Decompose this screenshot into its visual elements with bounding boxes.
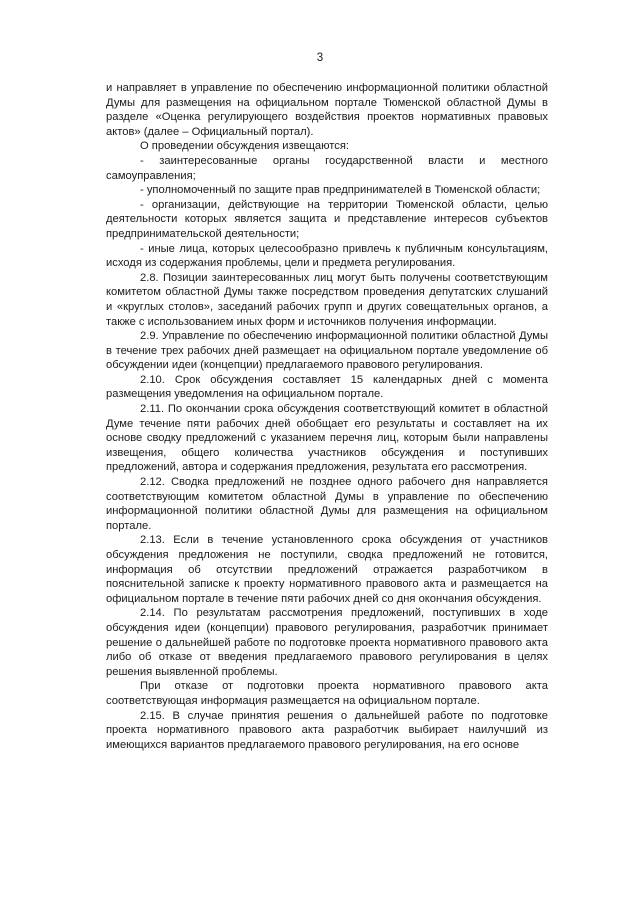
paragraph: - уполномоченный по защите прав предпринимателей в Тюменской области; bbox=[140, 184, 541, 197]
paragraph: 2.15. В случае принятия решения о дальнейшей работе по подготовке проекта нормативного правового акта разработчик выбирает наилучший из имеющихся вариантов предлагаемого правового регулирования, на его основе bbox=[106, 709, 548, 751]
paragraph: 2.13. Если в течение установленного срока обсуждения от участников обсуждения предложения не поступили, сводка предложений не готовится, информация об отсутствии предложений отражается разработчиком в пояснительной записке к проекту нормативного правового акта и размещается на официальном портале в течение пяти рабочих дней со дня окончания обсуждения. bbox=[106, 534, 548, 605]
paragraph: 2.8. Позиции заинтересованных лиц могут быть получены соответствующим комитетом областной Думы также посредством проведения депутатских слушаний и «круглых столов», заседаний рабочих групп и других совещательных органов, а также с использованием иных форм и источников получения информации. bbox=[106, 271, 548, 328]
paragraph: - заинтересованные органы государственной власти и местного самоуправления; bbox=[106, 154, 548, 182]
paragraph: - организации, действующие на территории Тюменской области, целью деятельности которых является защита и представление интересов субъектов предпринимательской деятельности; bbox=[106, 198, 548, 240]
paragraph: О проведении обсуждения извещаются: bbox=[140, 140, 350, 153]
paragraph: 2.12. Сводка предложений не позднее одного рабочего дня направляется соответствующим комитетом областной Думы в управление по обеспечению информационной политики областной Думы для размещения на официальном портале. bbox=[106, 476, 548, 532]
paragraph: и направляет в управление по обеспечению информационной политики областной Думы для размещения на официальном портале Тюменской областной Думы в разделе «Оценка регулирующего воздействия проектов нормативных правовых актов» (далее – Официальный портал). bbox=[106, 82, 548, 138]
paragraph: 2.14. По результатам рассмотрения предложений, поступивших в ходе обсуждения идеи (концепции) правового регулирования, разработчик принимает решение о дальнейшей работе по подготовке проекта нормативного правового акта либо об отказе от введения предлагаемого правового регулирования в целях решения выявленной проблемы. bbox=[106, 607, 548, 678]
paragraph: 2.10. Срок обсуждения составляет 15 календарных дней с момента размещения уведомления на официальном портале. bbox=[106, 373, 548, 401]
page-number: 3 bbox=[316, 52, 324, 64]
paragraph: При отказе от подготовки проекта нормативного правового акта соответствующая информация размещается на официальном портале. bbox=[106, 680, 548, 707]
paragraph: 2.11. По окончании срока обсуждения соответствующий комитет в областной Думе течение пяти рабочих дней обобщает его результаты и составляет на их основе сводку предложений с указанием перечня лиц, которым были направлены извещения, общего количества участников обсуждения и поступивших предложений, автора и содержания предложения, результата его рассмотрения. bbox=[106, 403, 548, 474]
paragraph: 2.9. Управление по обеспечению информационной политики областной Думы в течение трех рабочих дней размещает на официальном портале уведомление об обсуждении идеи (концепции) предлагаемого правового регулирования. bbox=[106, 330, 548, 372]
paragraph: - иные лица, которых целесообразно привлечь к публичным консультациям, исходя из содержания проблемы, цели и предмета регулирования. bbox=[106, 242, 548, 270]
body-text bbox=[106, 81, 548, 752]
